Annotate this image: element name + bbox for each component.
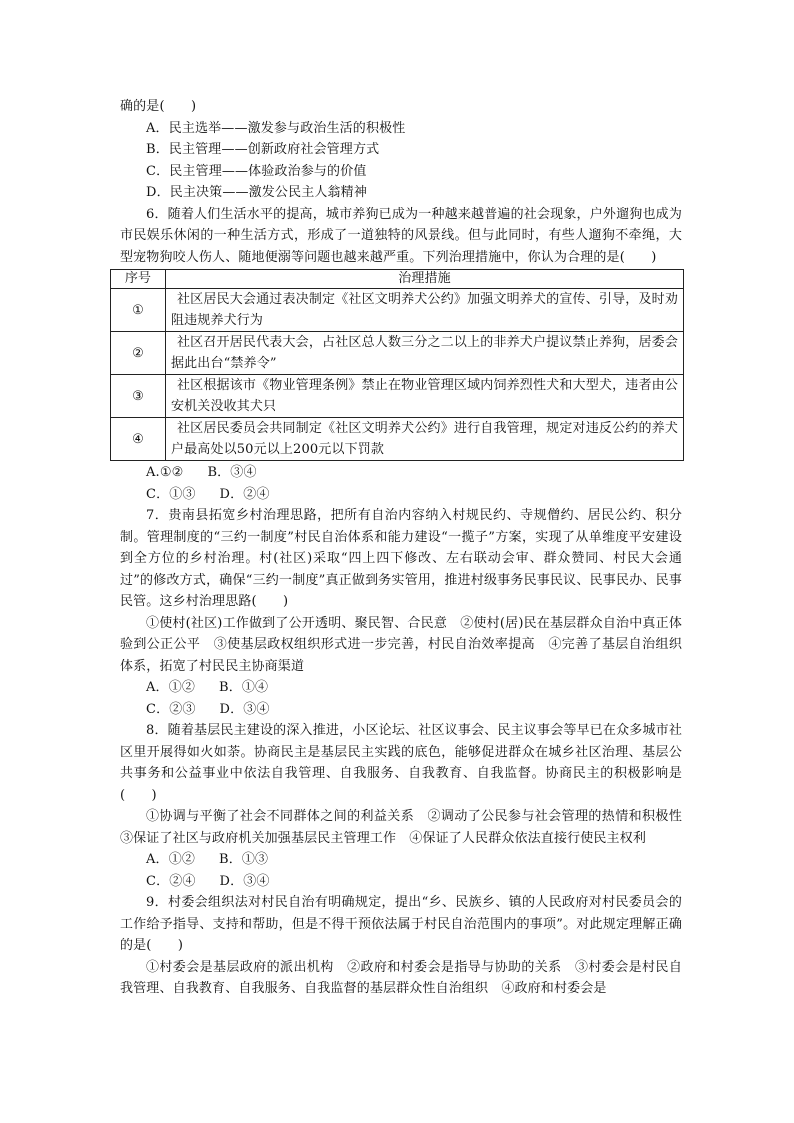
- q7-option-c: C．②③: [146, 701, 196, 717]
- measure-text: 社区居民大会通过表决制定《社区文明养犬公约》加强文明养犬的宣传、引导，及时劝阻违规养犬行为: [171, 292, 678, 328]
- q8-statements: ①协调与平衡了社会不同群体之间的利益关系 ②调动了公民参与社会管理的热情和积极性 ③保证了社区与政府机关加强基层民主管理工作 ④保证了人民群众依法直接行使民主权利: [120, 809, 696, 846]
- q9-stem: 9．村委会组织法对村民自治有明确规定，提出“乡、民族乡、镇的人民政府对村民委员会的工作给予指导、支持和帮助，但是不得干预依法属于村民自治范围内的事项”。对此规定理解正确的是( ): [120, 895, 682, 953]
- table-cell-number: ③: [111, 375, 166, 418]
- q6-option-b: B．③④: [207, 465, 257, 480]
- q8-option-d: D．③④: [219, 873, 270, 889]
- q5-option-c: C．民主管理——体验政治参与的价值: [146, 163, 367, 179]
- table-header-measures: 治理措施: [166, 270, 684, 289]
- q6-option-c: C．①③: [146, 486, 196, 502]
- q8-options-row-1: [120, 849, 682, 871]
- q8-options-row-2: [120, 871, 682, 893]
- q5-option-b: B．民主管理——创新政府社会管理方式: [146, 142, 380, 157]
- q8-option-c: C．②④: [146, 873, 196, 889]
- q7-option-a: A．①②: [146, 680, 195, 695]
- table-cell-number: ①: [111, 289, 166, 332]
- q6-options-row-2: [120, 484, 682, 506]
- measure-text: 社区居民委员会共同制定《社区文明养犬公约》进行自我管理，规定对违反公约的养犬户最高处以50元以上200元以下罚款: [171, 421, 678, 457]
- measure-text: 社区召开居民代表大会，占社区总人数三分之二以上的非养犬户提议禁止养狗，居委会据此出台“禁养令”: [171, 335, 678, 371]
- q6-option-a: A.①②: [146, 465, 184, 480]
- q7-statements: ①使村(社区)工作做到了公开透明、聚民智、合民意 ②使村(居)民在基层群众自治中真正体验到公正公平 ③使基层政权组织形式进一步完善，村民自治效率提高 ④完善了基层自治组织体系，拓宽了村民民主协商渠道: [120, 615, 682, 674]
- q5-stem-end: 确的是( ): [120, 99, 197, 114]
- q5-option-a: A．民主选举——激发参与政治生活的积极性: [146, 120, 406, 136]
- q6-measures-table: [110, 269, 684, 461]
- measure-text: 社区根据该市《物业管理条例》禁止在物业管理区域内饲养烈性犬和大型犬，违者由公安机关没收其犬只: [171, 378, 678, 414]
- table-cell-measure: [166, 418, 684, 461]
- q8-option-a: A．①②: [146, 852, 195, 867]
- table-cell-number: ②: [111, 332, 166, 375]
- table-row: [111, 289, 684, 332]
- q7-options-row-1: [120, 677, 682, 699]
- q6-options-row-1: [120, 462, 682, 484]
- q7-options-row-2: [120, 699, 682, 721]
- q7-stem: 7．贵南县拓宽乡村治理思路，把所有自治内容纳入村规民约、寺规僧约、居民公约、积分制。管理制度的“三约一制度”村民自治体系和能力建设“一揽子”方案，实现了从单维度平安建设到全方位的乡村治理。村(社区)采取“四上四下修改、左右联动会审、群众赞同、村民大会通过”的修改方式，确保“三约一制度”真正做到务实管用，推进村级事务民事民议、民事民办、民事民管。这乡村治理思路( ): [120, 508, 682, 609]
- q8-option-b: B．①③: [219, 852, 269, 867]
- table-row: [111, 375, 684, 418]
- table-header-number: 序号: [111, 270, 166, 289]
- table-row: [111, 332, 684, 375]
- q6-option-d: D．②④: [219, 486, 270, 502]
- q7-option-b: B．①④: [219, 680, 269, 695]
- q7-option-d: D．③④: [219, 701, 270, 717]
- table-row: [111, 418, 684, 461]
- q6-stem: 6．随着人们生活水平的提高，城市养狗已成为一种越来越普遍的社会现象，户外遛狗也成为市民娱乐休闲的一种生活方式，形成了一道独特的风景线。但与此同时，有些人遛狗不牵绳，大型宠物狗咬人伤人、随地便溺等问题也越来越严重。下列治理措施中，你认为合理的是( ): [120, 206, 682, 265]
- table-cell-number: ④: [111, 418, 166, 461]
- page-content: [120, 96, 696, 1000]
- table-cell-measure: [166, 332, 684, 375]
- q5-option-d: D．民主决策——激发公民主人翁精神: [146, 185, 367, 200]
- q8-stem: 8．随着基层民主建设的深入推进，小区论坛、社区议事会、民主议事会等早已在众多城市社区里开展得如火如荼。协商民主是基层民主实践的底色，能够促进群众在城乡社区治理、基层公共事务和公益事业中依法自我管理、自我服务、自我教育、自我监督。协商民主的积极影响是( ): [120, 723, 682, 803]
- table-header-row: [111, 270, 684, 289]
- table-cell-measure: [166, 289, 684, 332]
- table-cell-measure: [166, 375, 684, 418]
- q9-statements: ①村委会是基层政府的派出机构 ②政府和村委会是指导与协助的关系 ③村委会是村民自我管理、自我教育、自我服务、自我监督的基层群众性自治组织 ④政府和村委会是: [120, 959, 682, 996]
